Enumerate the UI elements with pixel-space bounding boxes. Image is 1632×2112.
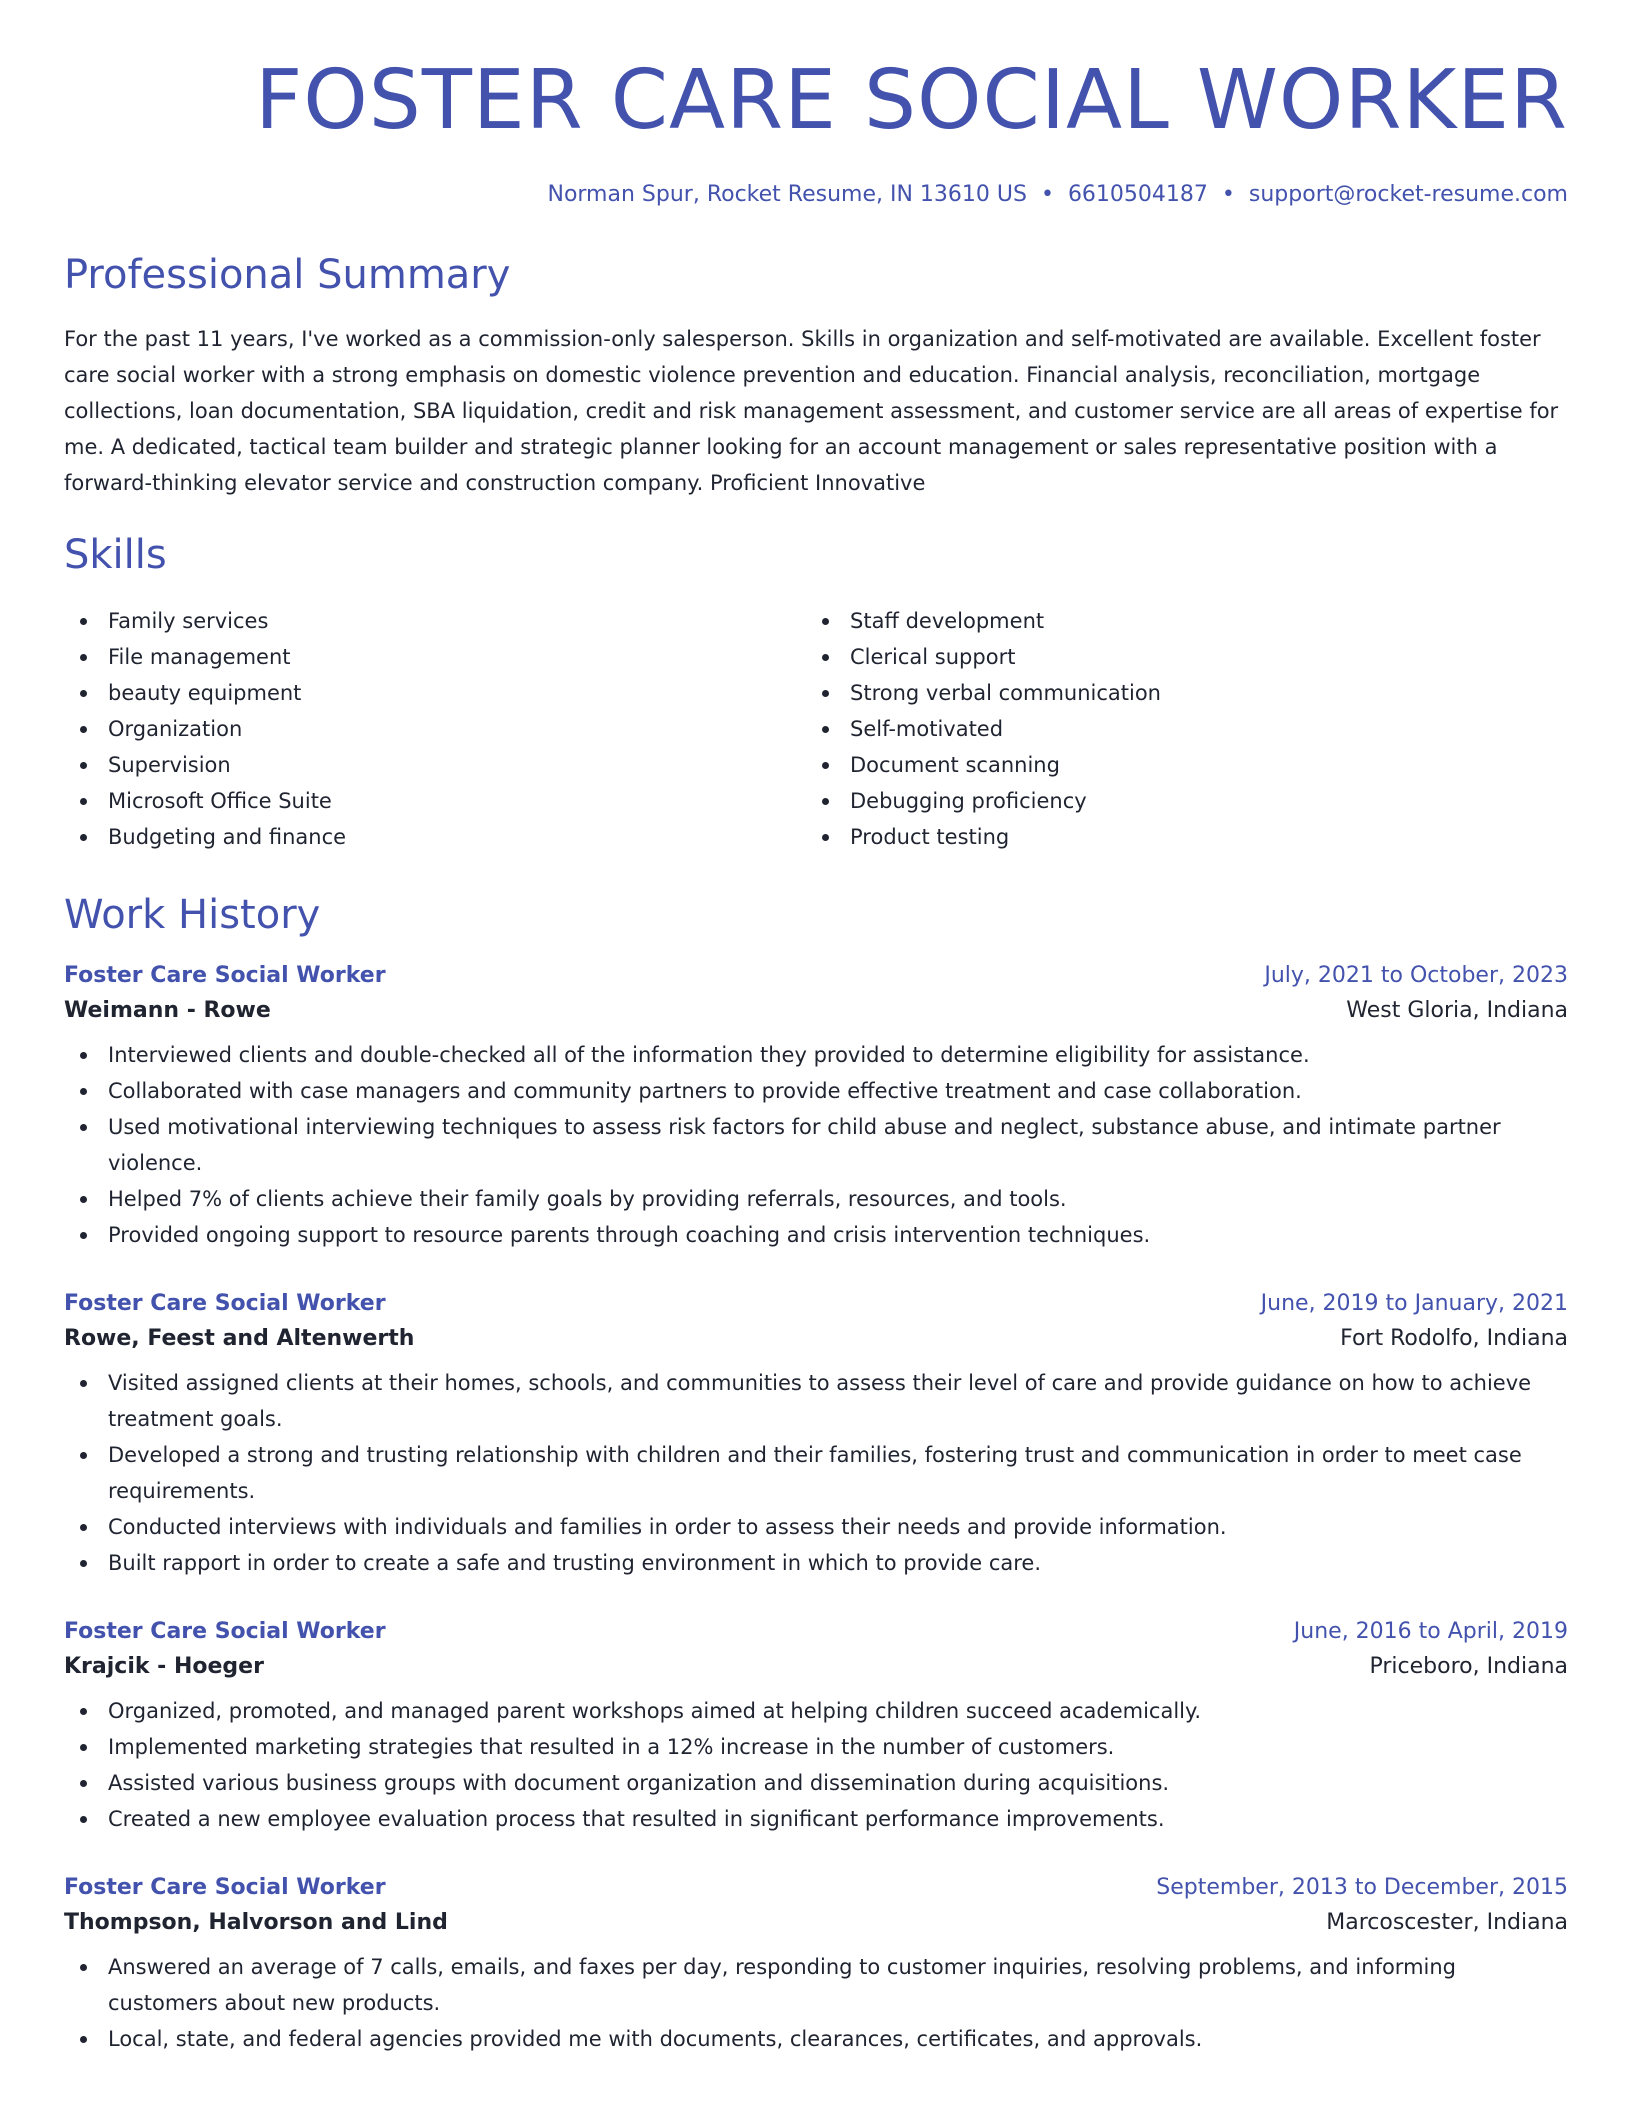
contact-separator: • xyxy=(1221,182,1235,207)
skill-item: Family services xyxy=(64,603,806,639)
job-location: Marcoscester, Indiana xyxy=(1326,1910,1568,1935)
job-company-row xyxy=(64,1654,1568,1679)
job-title: Foster Care Social Worker xyxy=(64,1291,386,1316)
contact-phone: 6610504187 xyxy=(1067,182,1208,207)
job-entry xyxy=(64,1291,1568,1581)
skill-item: beauty equipment xyxy=(64,675,806,711)
job-bullet: Provided ongoing support to resource parents through coaching and crisis intervention techniques. xyxy=(64,1217,1568,1253)
resume-page xyxy=(64,0,1568,2057)
job-location: West Gloria, Indiana xyxy=(1346,998,1568,1023)
job-header-row xyxy=(64,1619,1568,1644)
job-company: Weimann - Rowe xyxy=(64,998,271,1023)
section-title-skills: Skills xyxy=(64,532,167,578)
summary-text: For the past 11 years, I've worked as a commission-only salesperson. Skills in organization and self-motivated are available. Excellent foster care social worker with a strong emphasis on domestic violence prevention and education. Financial analysis, reconciliation, mortgage collections, loan documentation, SBA liquidation, credit and risk management assessment, and customer service are all areas of expertise for me. A dedicated, tactical team builder and strategic planner looking for an account management or sales representative position with a forward-thinking elevator service and construction company. Proficient Innovative xyxy=(64,327,1559,495)
job-entry xyxy=(64,1619,1568,1837)
job-company: Rowe, Feest and Altenwerth xyxy=(64,1326,415,1351)
job-header-row xyxy=(64,1291,1568,1316)
job-dates: June, 2019 to January, 2021 xyxy=(1260,1291,1568,1316)
job-bullet: Interviewed clients and double-checked all of the information they provided to determine eligibility for assistance. xyxy=(64,1037,1568,1073)
job-company-row xyxy=(64,1326,1568,1351)
job-bullet: Used motivational interviewing techniques to assess risk factors for child abuse and neglect, substance abuse, and intimate partner violence. xyxy=(64,1109,1568,1181)
skill-item: Microsoft Office Suite xyxy=(64,783,806,819)
resume-name-title: FOSTER CARE SOCIAL WORKER xyxy=(255,53,1568,148)
job-bullet: Created a new employee evaluation process that resulted in significant performance improvements. xyxy=(64,1801,1568,1837)
job-bullet: Helped 7% of clients achieve their family goals by providing referrals, resources, and tools. xyxy=(64,1181,1568,1217)
skill-item: Strong verbal communication xyxy=(806,675,1161,711)
job-title: Foster Care Social Worker xyxy=(64,963,386,988)
contact-line xyxy=(64,182,1568,207)
skills-column-left xyxy=(64,603,806,855)
job-bullet: Conducted interviews with individuals and families in order to assess their needs and provide information. xyxy=(64,1509,1568,1545)
job-bullet: Organized, promoted, and managed parent workshops aimed at helping children succeed academically. xyxy=(64,1693,1568,1729)
contact-email: support@rocket-resume.com xyxy=(1248,182,1568,207)
skill-item: Product testing xyxy=(806,819,1161,855)
skill-item: Organization xyxy=(64,711,806,747)
skill-item: Document scanning xyxy=(806,747,1161,783)
job-bullets xyxy=(64,1037,1568,1253)
job-bullet: Visited assigned clients at their homes, schools, and communities to assess their level of care and provide guidance on how to achieve treatment goals. xyxy=(64,1365,1568,1437)
skill-item: Budgeting and finance xyxy=(64,819,806,855)
skills-list xyxy=(64,603,1568,855)
skill-item: File management xyxy=(64,639,806,675)
job-header-row xyxy=(64,963,1568,988)
job-title: Foster Care Social Worker xyxy=(64,1875,386,1900)
job-bullet: Answered an average of 7 calls, emails, and faxes per day, responding to customer inquiries, resolving problems, and informing customers about new products. xyxy=(64,1949,1568,2021)
job-location: Priceboro, Indiana xyxy=(1369,1654,1568,1679)
contact-separator: • xyxy=(1040,182,1054,207)
job-bullet: Implemented marketing strategies that resulted in a 12% increase in the number of customers. xyxy=(64,1729,1568,1765)
skill-item: Staff development xyxy=(806,603,1161,639)
job-location: Fort Rodolfo, Indiana xyxy=(1340,1326,1568,1351)
job-title: Foster Care Social Worker xyxy=(64,1619,386,1644)
job-entry xyxy=(64,1875,1568,2057)
job-bullet: Developed a strong and trusting relationship with children and their families, fostering trust and communication in order to meet case requirements. xyxy=(64,1437,1568,1509)
job-company-row xyxy=(64,1910,1568,1935)
job-company: Krajcik - Hoeger xyxy=(64,1654,264,1679)
job-bullet: Assisted various business groups with document organization and dissemination during acquisitions. xyxy=(64,1765,1568,1801)
section-title-summary: Professional Summary xyxy=(64,252,511,298)
skill-item: Self-motivated xyxy=(806,711,1161,747)
job-bullet: Built rapport in order to create a safe and trusting environment in which to provide care. xyxy=(64,1545,1568,1581)
job-bullet: Local, state, and federal agencies provided me with documents, clearances, certificates, and approvals. xyxy=(64,2021,1568,2057)
skill-item: Clerical support xyxy=(806,639,1161,675)
job-bullets xyxy=(64,1693,1568,1837)
job-company-row xyxy=(64,998,1568,1023)
job-dates: June, 2016 to April, 2019 xyxy=(1293,1619,1568,1644)
skill-item: Debugging proficiency xyxy=(806,783,1161,819)
job-header-row xyxy=(64,1875,1568,1900)
job-bullets xyxy=(64,1365,1568,1581)
job-bullets xyxy=(64,1949,1568,2057)
section-title-work-history: Work History xyxy=(64,892,321,938)
skills-column-right xyxy=(806,603,1161,855)
job-dates: September, 2013 to December, 2015 xyxy=(1156,1875,1568,1900)
skill-item: Supervision xyxy=(64,747,806,783)
job-entry xyxy=(64,963,1568,1253)
contact-address: Norman Spur, Rocket Resume, IN 13610 US xyxy=(547,182,1027,207)
job-bullet: Collaborated with case managers and community partners to provide effective treatment and case collaboration. xyxy=(64,1073,1568,1109)
job-dates: July, 2021 to October, 2023 xyxy=(1264,963,1568,988)
job-company: Thompson, Halvorson and Lind xyxy=(64,1910,448,1935)
